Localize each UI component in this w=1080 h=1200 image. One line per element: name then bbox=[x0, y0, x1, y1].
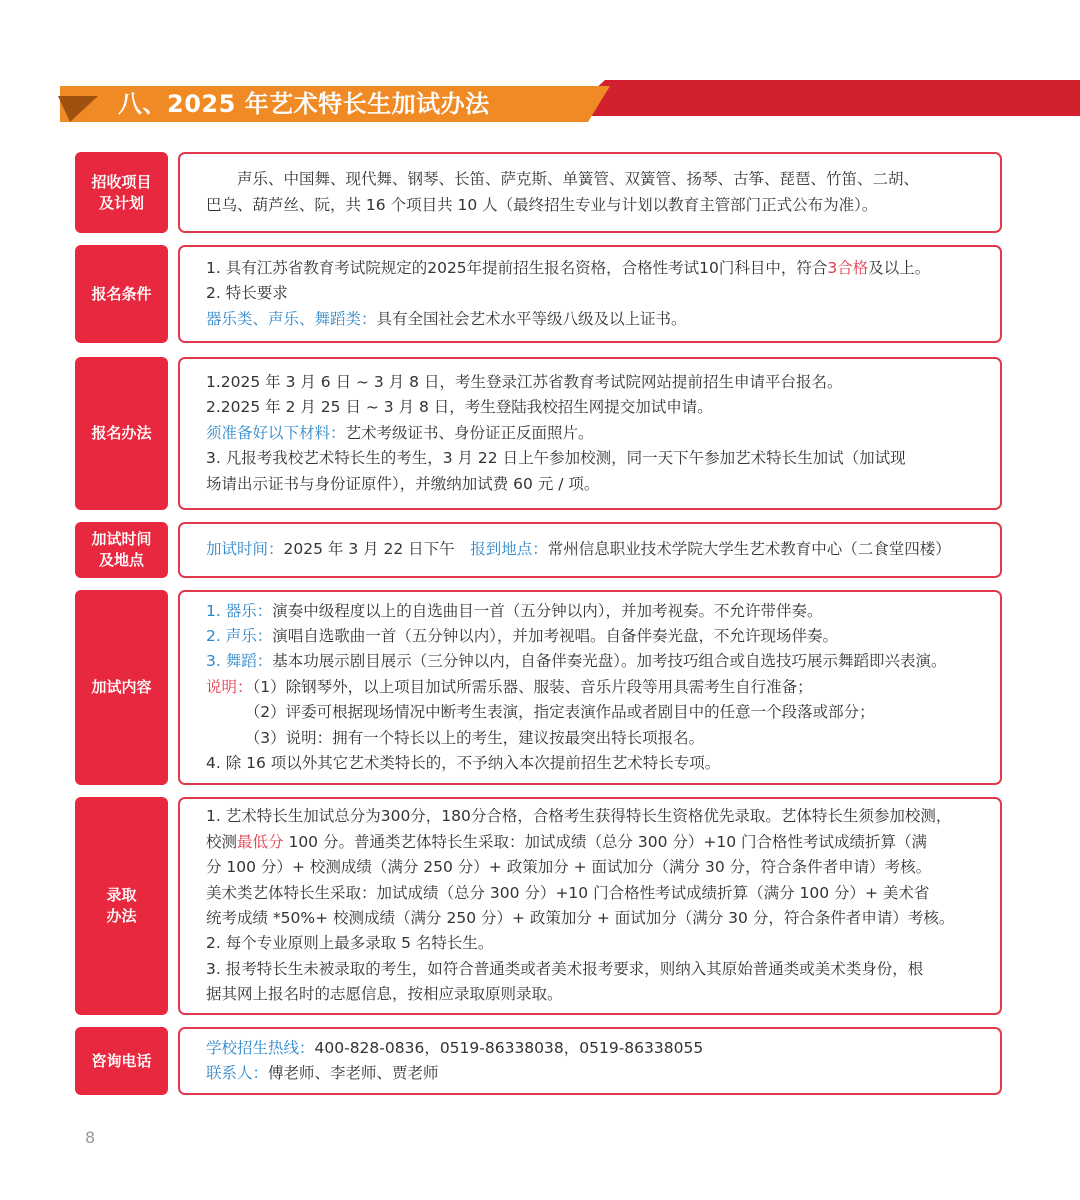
body-text: 2. 每个专业原则上最多录取 5 名特长生。 bbox=[206, 934, 494, 953]
content-line bbox=[206, 700, 986, 725]
content-line bbox=[206, 649, 986, 674]
highlight-label: 3. 舞蹈： bbox=[206, 652, 273, 671]
body-text: 2. 特长要求 bbox=[206, 284, 288, 303]
body-text: 及以上。 bbox=[868, 258, 931, 277]
row-admission-method bbox=[75, 797, 1002, 1015]
row-content bbox=[178, 1027, 1002, 1095]
header-banner-red bbox=[565, 80, 1080, 116]
content-line bbox=[206, 599, 986, 624]
row-label: 加试内容 bbox=[75, 590, 168, 785]
row-content bbox=[178, 797, 1002, 1015]
content-line bbox=[206, 804, 986, 829]
row-registration-method bbox=[75, 357, 1002, 510]
section-title: 八、2025 年艺术特长生加试办法 bbox=[118, 90, 490, 118]
row-label: 报名办法 bbox=[75, 357, 168, 510]
content-line bbox=[206, 855, 986, 880]
highlight-label: 联系人： bbox=[206, 1064, 269, 1082]
content-line bbox=[206, 537, 986, 562]
content-line bbox=[206, 830, 986, 855]
row-exam-time-location bbox=[75, 522, 1002, 578]
content-line bbox=[206, 256, 986, 281]
highlight-label: 学校招生热线： bbox=[206, 1038, 315, 1057]
content-line bbox=[206, 421, 986, 446]
content-line bbox=[206, 624, 986, 649]
row-contact-phone bbox=[75, 1027, 1002, 1095]
body-text: 常州信息职业技术学院大学生艺术教育中心（二食堂四楼） bbox=[547, 540, 951, 559]
content-line bbox=[206, 957, 986, 982]
body-text: 据其网上报名时的志愿信息，按相应录取原则录取。 bbox=[206, 985, 563, 1004]
body-text: （3）说明：拥有一个特长以上的考生，建议按最突出特长项报名。 bbox=[206, 728, 705, 747]
row-label: 招收项目 及计划 bbox=[75, 152, 168, 233]
body-text: （1）除钢琴外，以上项目加试所需乐器、服装、音乐片段等用具需考生自行准备； bbox=[252, 677, 813, 696]
body-text: 校测 bbox=[206, 832, 238, 851]
content-line bbox=[206, 751, 986, 776]
body-text: 100 分。普通类艺体特长生采取：加试成绩（总分 300 分）+10 门合格性考试成绩折算（满 bbox=[283, 832, 928, 851]
content-line bbox=[206, 446, 986, 471]
body-text: 傅老师、李老师、贾老师 bbox=[268, 1064, 439, 1082]
emphasis-text: 3合格 bbox=[827, 258, 869, 277]
body-text: 声乐、中国舞、现代舞、钢琴、长笛、萨克斯、单簧管、双簧管、扬琴、古筝、琵琶、竹笛、二胡、 bbox=[206, 170, 920, 189]
content-line bbox=[206, 675, 986, 700]
highlight-label: 2. 声乐： bbox=[206, 626, 273, 645]
highlight-label: 须准备好以下材料： bbox=[206, 423, 346, 442]
content-line bbox=[206, 906, 986, 931]
body-text: 2.2025 年 2 月 25 日 ~ 3 月 8 日，考生登陆我校招生网提交加试申请。 bbox=[206, 398, 713, 417]
body-text: 2025 年 3 月 22 日下午 bbox=[283, 540, 471, 559]
content-line bbox=[206, 193, 986, 218]
body-text: 演唱自选歌曲一首（五分钟以内），并加考视唱。自备伴奏光盘，不允许现场伴奏。 bbox=[272, 626, 838, 645]
emphasis-text: 最低分 bbox=[237, 832, 284, 851]
body-text: 1. 艺术特长生加试总分为300分，180分合格，合格考生获得特长生资格优先录取。艺体特长生须参加校测， bbox=[206, 807, 952, 826]
body-text: 3. 凡报考我校艺术特长生的考生，3 月 22 日上午参加校测，同一天下午参加艺术特长生加试（加试现 bbox=[206, 449, 906, 468]
row-content bbox=[178, 245, 1002, 343]
row-content bbox=[178, 357, 1002, 510]
content-line bbox=[206, 370, 986, 395]
highlight-label: 器乐类、声乐、舞蹈类： bbox=[206, 309, 377, 328]
body-text: 场请出示证书与身份证原件），并缴纳加试费 60 元 / 项。 bbox=[206, 474, 600, 493]
content-line bbox=[206, 931, 986, 956]
body-text: 统考成绩 *50%+ 校测成绩（满分 250 分）+ 政策加分 + 面试加分（满分 30 分，符合条件者申请）考核。 bbox=[206, 909, 955, 927]
body-text: 4. 除 16 项以外其它艺术类特长的，不予纳入本次提前招生艺术特长专项。 bbox=[206, 754, 721, 773]
row-label: 加试时间 及地点 bbox=[75, 522, 168, 578]
highlight-label: 1. 器乐： bbox=[206, 601, 273, 620]
body-text: 3. 报考特长生未被录取的考生，如符合普通类或者美术报考要求，则纳入其原始普通类或美术类身份，根 bbox=[206, 959, 924, 978]
content-line bbox=[206, 395, 986, 420]
page-number: 8 bbox=[85, 1128, 96, 1147]
body-text: 具有全国社会艺术水平等级八级及以上证书。 bbox=[376, 309, 687, 328]
row-enrollment-plan bbox=[75, 152, 1002, 233]
body-text: 艺术考级证书、身份证正反面照片。 bbox=[345, 423, 594, 442]
content-line bbox=[206, 472, 986, 497]
content-line bbox=[206, 726, 986, 751]
body-text: 400-828-0836，0519-86338038，0519-86338055 bbox=[314, 1038, 704, 1057]
content-line bbox=[206, 307, 986, 332]
body-text: 基本功展示剧目展示（三分钟以内，自备伴奏光盘）。加考技巧组合或自选技巧展示舞蹈即兴表演。 bbox=[272, 652, 947, 671]
content-line bbox=[206, 881, 986, 906]
row-label: 咨询电话 bbox=[75, 1027, 168, 1095]
content-line bbox=[206, 281, 986, 306]
row-content bbox=[178, 152, 1002, 233]
row-content bbox=[178, 522, 1002, 578]
body-text: （2）评委可根据现场情况中断考生表演，指定表演作品或者剧目中的任意一个段落或部分； bbox=[206, 703, 875, 722]
content-line bbox=[206, 1036, 986, 1061]
row-label: 报名条件 bbox=[75, 245, 168, 343]
body-text: 巴乌、葫芦丝、阮，共 16 个项目共 10 人（最终招生专业与计划以教育主管部门正式公布为准）。 bbox=[206, 195, 878, 214]
row-exam-content bbox=[75, 590, 1002, 785]
body-text: 1.2025 年 3 月 6 日 ~ 3 月 8 日，考生登录江苏省教育考试院网站提前招生申请平台报名。 bbox=[206, 372, 843, 391]
emphasis-text: 说明： bbox=[206, 677, 253, 696]
content-line bbox=[206, 167, 986, 192]
content-line bbox=[206, 1061, 986, 1086]
body-text: 演奏中级程度以上的自选曲目一首（五分钟以内），并加考视奏。不允许带伴奏。 bbox=[272, 601, 823, 620]
row-content bbox=[178, 590, 1002, 785]
highlight-label: 加试时间： bbox=[206, 540, 284, 559]
body-text: 分 100 分）+ 校测成绩（满分 250 分）+ 政策加分 + 面试加分（满分 30 分，符合条件者申请）考核。 bbox=[206, 858, 932, 877]
row-registration-conditions bbox=[75, 245, 1002, 343]
body-text: 1. 具有江苏省教育考试院规定的2025年提前招生报名资格，合格性考试10门科目中，符合 bbox=[206, 258, 828, 277]
row-label: 录取 办法 bbox=[75, 797, 168, 1015]
body-text: 美术类艺体特长生采取：加试成绩（总分 300 分）+10 门合格性考试成绩折算（满分 100 分）+ 美术省 bbox=[206, 883, 930, 902]
content-line bbox=[206, 982, 986, 1007]
highlight-label: 报到地点： bbox=[470, 540, 548, 559]
